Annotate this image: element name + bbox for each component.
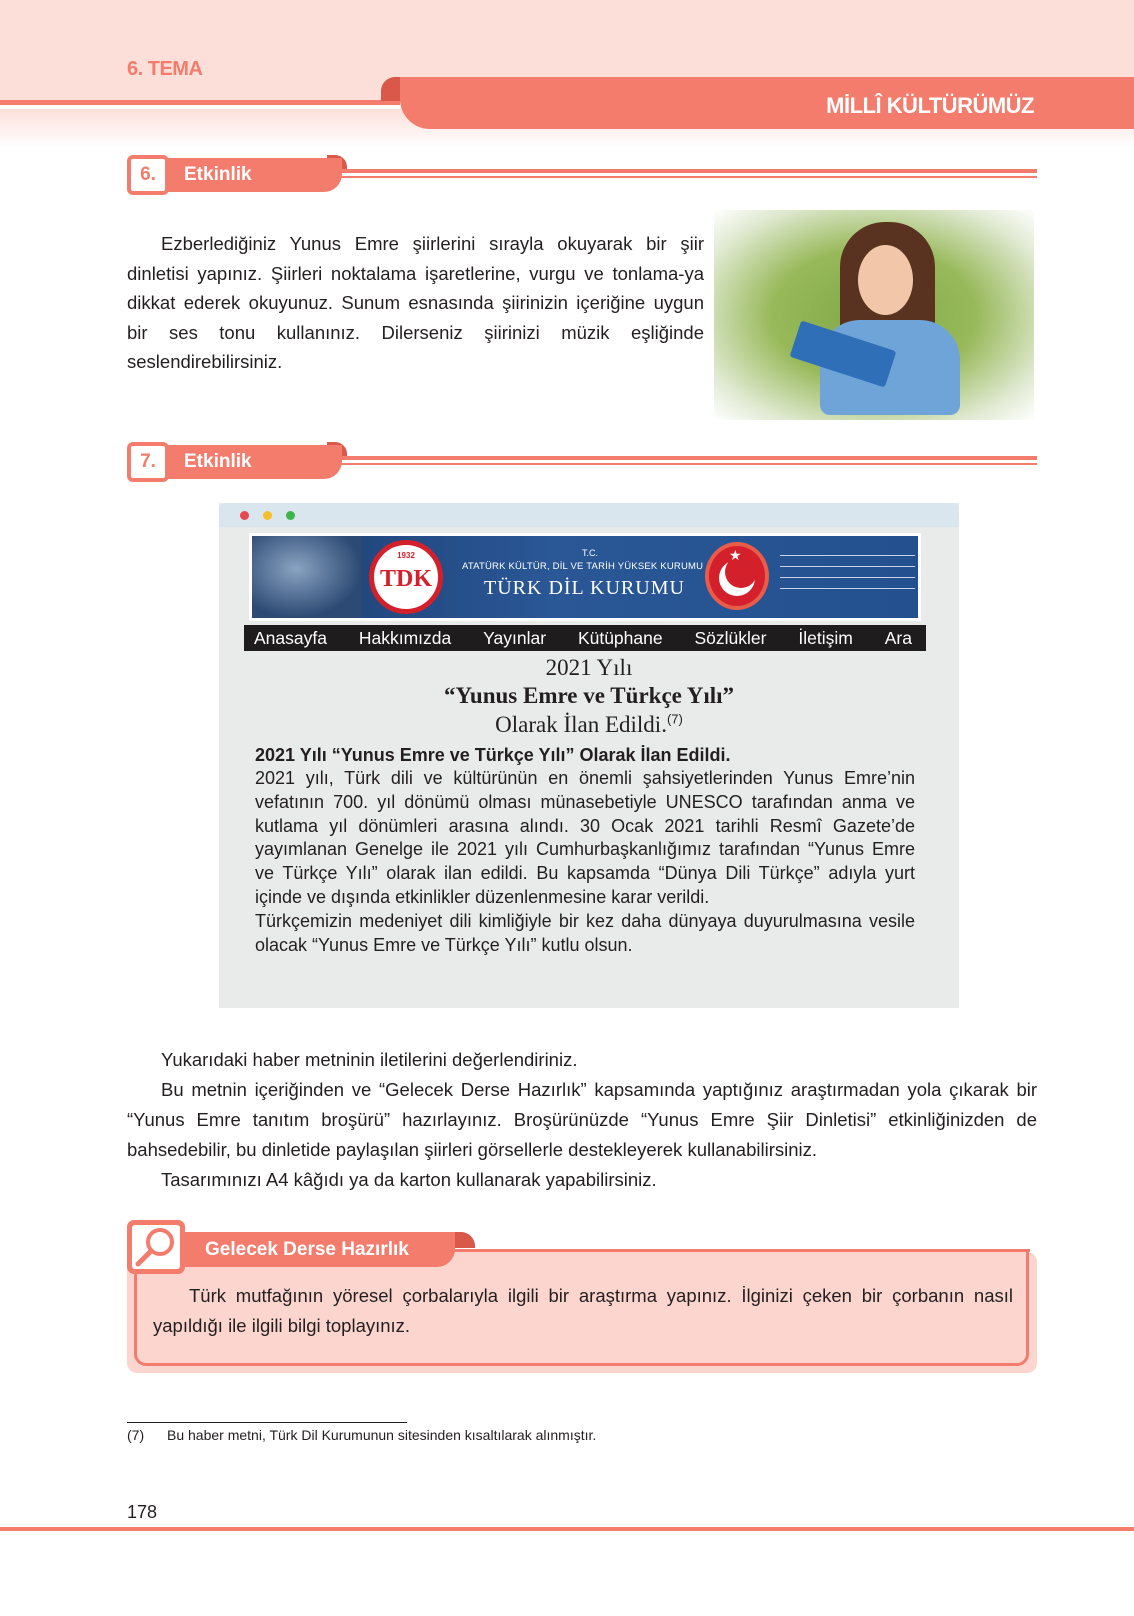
divider: [327, 463, 1037, 465]
nav-library[interactable]: Kütüphane: [577, 627, 663, 648]
activity-6-text: Ezberlediğiniz Yunus Emre şiirlerini sırayla okuyarak bir şiir dinletisi yapınız. Şiirleri noktalama işaretlerine, vurgu ve tonlama-ya dikkat ederek okuyunuz. Sunum esnasında şiirinizin içeriğine uygun bir ses tonu kullanınız. Dilerseniz şiirinizi müzik eşliğinde seslendirebilirsiniz.: [127, 233, 704, 372]
browser-titlebar: [219, 503, 959, 527]
banner-institution: ATATÜRK KÜLTÜR, DİL VE TARİH YÜKSEK KURUMU: [462, 561, 704, 572]
close-dot-icon: [240, 511, 249, 520]
activity-7-text: [127, 1045, 1037, 1195]
magnifier-icon: [127, 1220, 185, 1274]
activity-number: 6.: [127, 155, 169, 195]
minimize-dot-icon: [263, 511, 272, 520]
nav-contact[interactable]: İletişim: [798, 627, 853, 648]
nav-search[interactable]: Ara: [884, 627, 912, 648]
banner-tc: T.C.: [581, 548, 598, 558]
next-lesson-rule: [450, 1249, 1030, 1252]
activity-label: Etkinlik: [167, 445, 342, 479]
divider: [327, 456, 1037, 460]
footnote-marker: (7): [127, 1427, 145, 1443]
next-lesson-paragraph: Türk mutfağının yöresel çorbalarıyla ilgili bir araştırma yapınız. İlginizi çeken bir çorbanın nasıl yapıldığı ile ilgili bilgi toplayınız.: [153, 1285, 1013, 1336]
maximize-dot-icon: [286, 511, 295, 520]
page-number: 178: [127, 1502, 158, 1522]
star-icon: ★: [729, 547, 742, 563]
headline-line2: “Yunus Emre ve Türkçe Yılı”: [443, 683, 735, 708]
footnote-text: Bu haber metni, Türk Dil Kurumunun sitesinden kısaltılarak alınmıştır.: [167, 1427, 597, 1443]
activity-7-header: [127, 442, 1037, 482]
logo-year: 1932: [397, 551, 415, 560]
divider: [327, 176, 1037, 178]
site-nav: [244, 625, 926, 651]
header-rule-gap: [0, 106, 400, 109]
nav-about[interactable]: Hakkımızda: [358, 627, 452, 648]
instruction-paragraph: Bu metnin içeriğinden ve “Gelecek Derse Hazırlık” kapsamında yaptığınız araştırmadan yola çıkarak bir “Yunus Emre tanıtım broşürü” hazırlayınız. Broşürünüzde “Yunus Emre Şiir Dinletisi” etkinliğinizden de bahsedebilir, bu dinletide paylaşılan şiirleri görsellerle destekleyerek kullanabilirsiniz.: [127, 1079, 1037, 1160]
nav-home[interactable]: Anasayfa: [254, 627, 327, 648]
header-rule: [0, 100, 400, 105]
nav-dictionaries[interactable]: Sözlükler: [694, 627, 767, 648]
headline-line1: 2021 Yılı: [545, 655, 633, 680]
photo-face: [858, 245, 913, 315]
next-lesson-text: [153, 1281, 1013, 1341]
news-body: [255, 767, 915, 957]
headline-line3: [219, 711, 959, 738]
headline-text: Olarak İlan Edildi.: [495, 712, 667, 737]
footnote-rule: [127, 1422, 407, 1423]
news-paragraph: Türkçemizin medeniyet dili kimliğiyle bir kez daha dünyaya duyurulmasına vesile olacak “Yunus Emre ve Türkçe Yılı” kutlu olsun.: [255, 910, 915, 955]
activity-label: Etkinlik: [167, 158, 342, 192]
tdk-logo[interactable]: [369, 540, 443, 614]
nav-publications[interactable]: Yayınlar: [483, 627, 547, 648]
next-lesson-label: Gelecek Derse Hazırlık: [165, 1232, 455, 1267]
theme-title: MİLLÎ KÜLTÜRÜMÜZ: [826, 93, 1034, 118]
banner-title: TÜRK DİL KURUMU: [484, 577, 685, 599]
logo-letters: TDK: [379, 566, 432, 592]
handwriting-quote: [780, 545, 915, 605]
instruction-paragraph: Yukarıdaki haber metninin iletilerini değerlendiriniz.: [161, 1049, 578, 1070]
footer-rule: [0, 1527, 1134, 1531]
news-paragraph: 2021 yılı, Türk dili ve kültürünün en önemli şahsiyetlerinden Yunus Emre’nin vefatının 700. yıl dönümü olması münasebetiyle UNESCO tarafından anma ve kutlama yıl dönümleri arasına alındı. 30 Ocak 2021 tarihli Resmî Gazete’de yayımlanan Genelge ile 2021 yılı Cumhurbaşkanlığımız tarafından “Yunus Emre ve Türkçe Yılı” olarak ilan edildi. Bu kapsamda “Dünya Dili Türkçe” adıyla yurt içinde ve dışında etkinlikler düzenlenmesine karar verildi.: [255, 768, 915, 907]
activity-number: 7.: [127, 442, 169, 482]
instruction-paragraph: Tasarımınızı A4 kâğıdı ya da karton kullanarak yapabilirsiniz.: [161, 1169, 657, 1190]
theme-number: 6. TEMA: [127, 58, 203, 80]
news-title: 2021 Yılı “Yunus Emre ve Türkçe Yılı” Olarak İlan Edildi.: [255, 745, 731, 765]
activity-6-header: [127, 155, 1037, 195]
footnote-ref: (7): [666, 711, 683, 727]
footnote: [127, 1427, 596, 1443]
ataturk-photo: [252, 536, 362, 618]
divider: [327, 169, 1037, 173]
